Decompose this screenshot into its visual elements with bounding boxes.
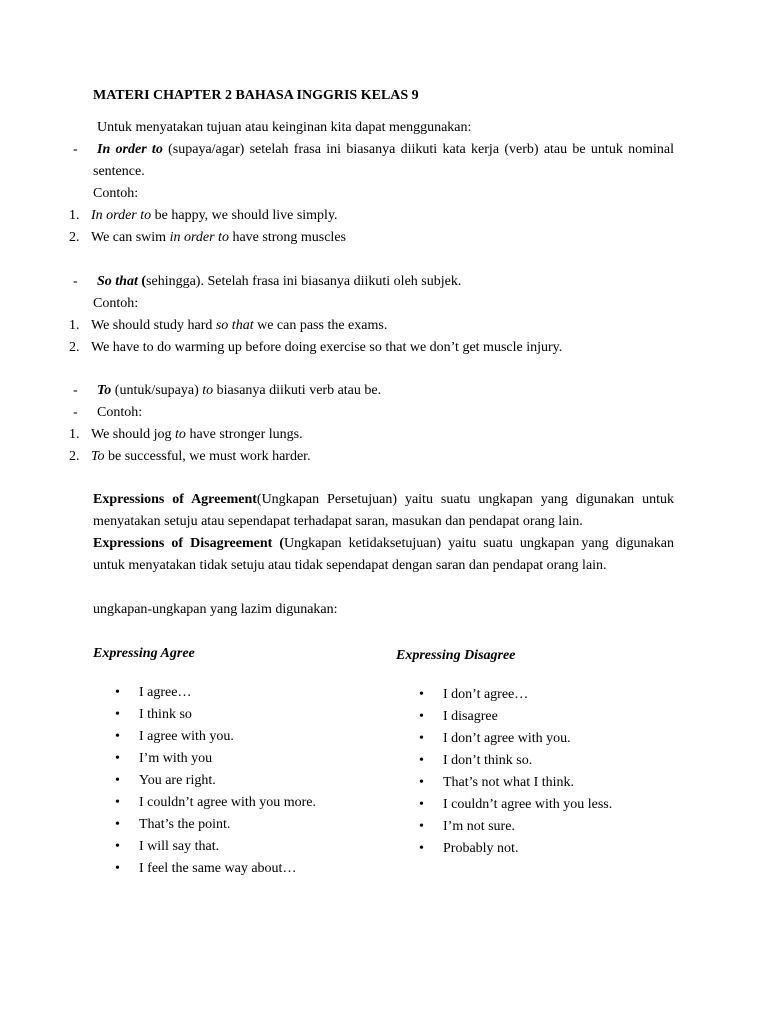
section3-ex1-pre: We should jog [91, 427, 176, 442]
bullet: • [419, 753, 424, 768]
section3-example-1 [91, 424, 303, 446]
section3-keyword: To [97, 383, 112, 398]
bullet: • [419, 775, 424, 790]
bullet: • [419, 687, 424, 702]
section2-ex1-rest: we can pass the exams. [253, 318, 388, 333]
list-item: I don’t agree… [443, 687, 529, 702]
section2-keyword: So that [97, 274, 138, 289]
section3-desc [97, 380, 381, 402]
agreement-term: Expressions of Agreement [93, 492, 257, 507]
bullet: • [419, 797, 424, 812]
list-item: I’m with you [139, 751, 213, 766]
section3-example-2 [91, 446, 311, 468]
section3-desc-rest: biasanya diikuti verb atau be. [213, 383, 382, 398]
section3-contoh-dash: - [73, 405, 78, 420]
bullet: • [115, 707, 120, 722]
section3-desc-emphasis: to [202, 383, 214, 398]
agreement-definition-line2: menyatakan setuju atau sependapat terhadapat saran, masukan dan pendapat orang lain. [93, 514, 583, 529]
section1-keyword: In order to [97, 142, 163, 157]
section3-desc-pre: (untuk/supaya) [111, 383, 203, 398]
list-item: I don’t think so. [443, 753, 533, 768]
section1-ex1-emphasis: In order to [91, 208, 152, 223]
section1-ex1-rest: be happy, we should live simply. [151, 208, 338, 223]
list-item: That’s the point. [139, 817, 231, 832]
section2-example-1 [91, 315, 387, 337]
section2-desc [97, 271, 461, 293]
section3-ex1-emphasis: to [175, 427, 186, 442]
section1-ex2-pre: We can swim [91, 230, 170, 245]
bullet: • [115, 685, 120, 700]
section1-example-2 [91, 227, 346, 249]
agreement-definition-line1 [93, 489, 674, 511]
disagree-heading: Expressing Disagree [396, 648, 516, 663]
section2-dash: - [73, 274, 78, 289]
section1-contoh: Contoh: [93, 186, 139, 201]
disagreement-definition-line1 [93, 533, 674, 555]
section2-ex1-emphasis: so that [215, 318, 254, 333]
list-item: I agree… [139, 685, 192, 700]
bullet: • [419, 819, 424, 834]
list-item: I will say that. [139, 839, 220, 854]
bullet: • [115, 817, 120, 832]
section1-example-1 [91, 205, 338, 227]
section2-contoh: Contoh: [93, 296, 139, 311]
bullet: • [115, 795, 120, 810]
section1-dash: - [73, 142, 78, 157]
list-item: You are right. [139, 773, 216, 788]
list-item: I disagree [443, 709, 498, 724]
disagreement-line1-rest: Ungkapan ketidaksetujuan) yaitu suatu ungkapan yang digunakan [284, 536, 674, 551]
section1-desc-line1 [97, 139, 674, 161]
list-item: I think so [139, 707, 192, 722]
bullet: • [115, 839, 120, 854]
section2-ex1-pre: We should study hard [91, 318, 216, 333]
section1-desc-line2: sentence. [93, 164, 145, 179]
disagreement-definition-line2: untuk menyatakan tidak setuju atau tidak sependapat dengan saran dan pendapat orang lain. [93, 558, 607, 573]
section3-ex2-emphasis: To [91, 449, 105, 464]
section3-ex1-number: 1. [69, 427, 80, 442]
list-item: I agree with you. [139, 729, 234, 744]
list-item: I couldn’t agree with you more. [139, 795, 317, 810]
intro-text: Untuk menyatakan tujuan atau keinginan kita dapat menggunakan: [97, 120, 472, 135]
section1-ex2-number: 2. [69, 230, 80, 245]
section3-ex2-number: 2. [69, 449, 80, 464]
section2-ex2-number: 2. [69, 340, 80, 355]
list-item: That’s not what I think. [443, 775, 575, 790]
agree-heading: Expressing Agree [93, 646, 195, 661]
disagreement-term: Expressions of Disagreement ( [93, 536, 285, 551]
bullet: • [115, 729, 120, 744]
common-expressions-label: ungkapan-ungkapan yang lazim digunakan: [93, 602, 338, 617]
list-item: I’m not sure. [443, 819, 515, 834]
bullet: • [115, 861, 120, 876]
section1-ex2-emphasis: in order to [169, 230, 229, 245]
section2-desc-text: sehingga). Setelah frasa ini biasanya diikuti oleh subjek. [146, 274, 462, 289]
section3-dash: - [73, 383, 78, 398]
list-item: I feel the same way about… [139, 861, 297, 876]
list-item: Probably not. [443, 841, 519, 856]
section3-ex2-rest: be successful, we must work harder. [104, 449, 311, 464]
section3-ex1-rest: have stronger lungs. [185, 427, 303, 442]
section1-ex1-number: 1. [69, 208, 80, 223]
section3-contoh: Contoh: [97, 405, 143, 420]
bullet: • [419, 709, 424, 724]
section2-example-2: We have to do warming up before doing exercise so that we don’t get muscle injury. [91, 340, 563, 355]
bullet: • [419, 841, 424, 856]
bullet: • [419, 731, 424, 746]
bullet: • [115, 773, 120, 788]
document-title: MATERI CHAPTER 2 BAHASA INGGRIS KELAS 9 [93, 88, 419, 103]
section2-ex1-number: 1. [69, 318, 80, 333]
section1-desc: (supaya/agar) setelah frasa ini biasanya diikuti kata kerja (verb) atau be untuk nominal [162, 142, 675, 157]
list-item: I don’t agree with you. [443, 731, 571, 746]
section2-paren: ( [137, 274, 147, 289]
agreement-line1-rest: (Ungkapan Persetujuan) yaitu suatu ungkapan yang digunakan untuk [256, 492, 674, 507]
list-item: I couldn’t agree with you less. [443, 797, 613, 812]
section1-ex2-rest: have strong muscles [228, 230, 346, 245]
bullet: • [115, 751, 120, 766]
